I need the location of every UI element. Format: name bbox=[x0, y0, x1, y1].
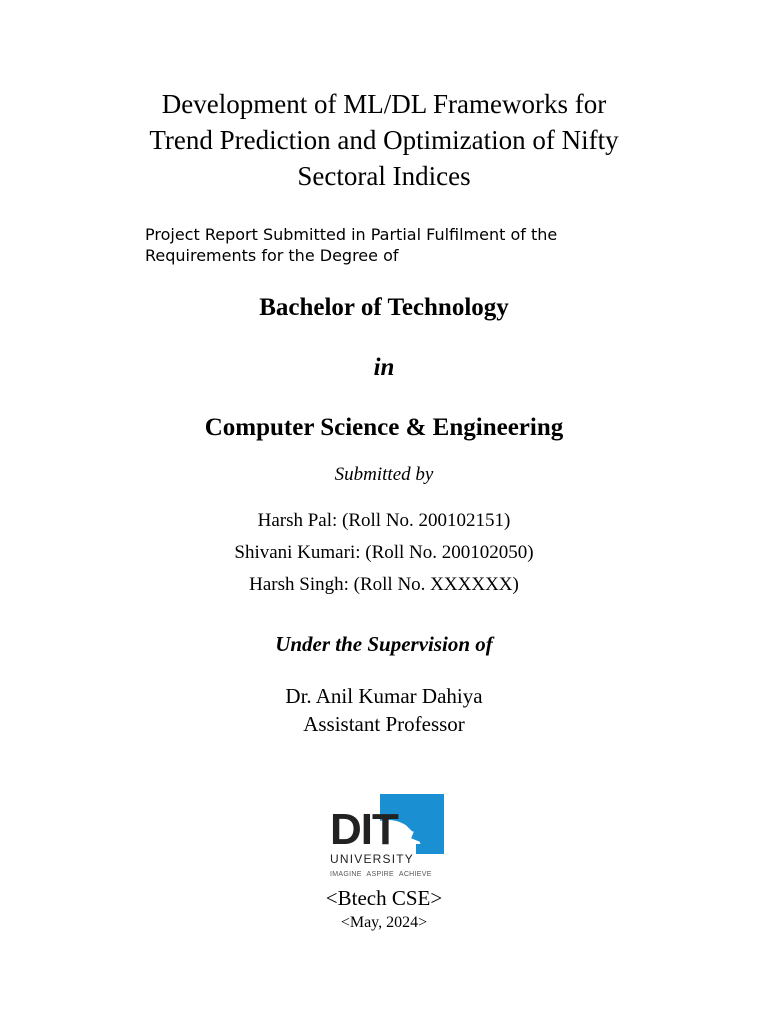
student-list bbox=[0, 505, 768, 601]
report-title-line: Sectoral Indices bbox=[297, 161, 471, 191]
branch-name: Computer Science & Engineering bbox=[204, 414, 564, 441]
degree-connector: in bbox=[373, 354, 395, 381]
report-title-line: Trend Prediction and Optimization of Nifty bbox=[149, 125, 619, 155]
logo-tagline: IMAGINE ASPIRE ACHIEVE bbox=[330, 871, 432, 878]
submission-date: <May, 2024> bbox=[340, 914, 428, 931]
program-name: <Btech CSE> bbox=[325, 886, 443, 910]
student-entry: Harsh Singh: (Roll No. XXXXXX) bbox=[249, 574, 519, 595]
submitted-by-label: Submitted by bbox=[334, 464, 434, 485]
logo-wordmark: DIT bbox=[330, 805, 398, 854]
university-logo bbox=[330, 794, 444, 882]
degree-name: Bachelor of Technology bbox=[259, 294, 509, 321]
logo-university-text: UNIVERSITY bbox=[330, 852, 415, 866]
supervisor-block bbox=[0, 682, 768, 738]
submission-statement-line: Requirements for the Degree of bbox=[145, 246, 399, 265]
supervision-label: Under the Supervision of bbox=[275, 632, 493, 656]
student-entry: Shivani Kumari: (Roll No. 200102050) bbox=[234, 542, 534, 563]
supervisor-designation: Assistant Professor bbox=[303, 712, 465, 736]
report-title-line: Development of ML/DL Frameworks for bbox=[161, 89, 607, 119]
submission-statement-line: Project Report Submitted in Partial Fulfilment of the bbox=[145, 225, 558, 244]
supervisor-name: Dr. Anil Kumar Dahiya bbox=[285, 684, 483, 708]
submission-statement bbox=[145, 224, 665, 266]
report-title bbox=[84, 86, 684, 194]
student-entry: Harsh Pal: (Roll No. 200102151) bbox=[257, 510, 511, 531]
